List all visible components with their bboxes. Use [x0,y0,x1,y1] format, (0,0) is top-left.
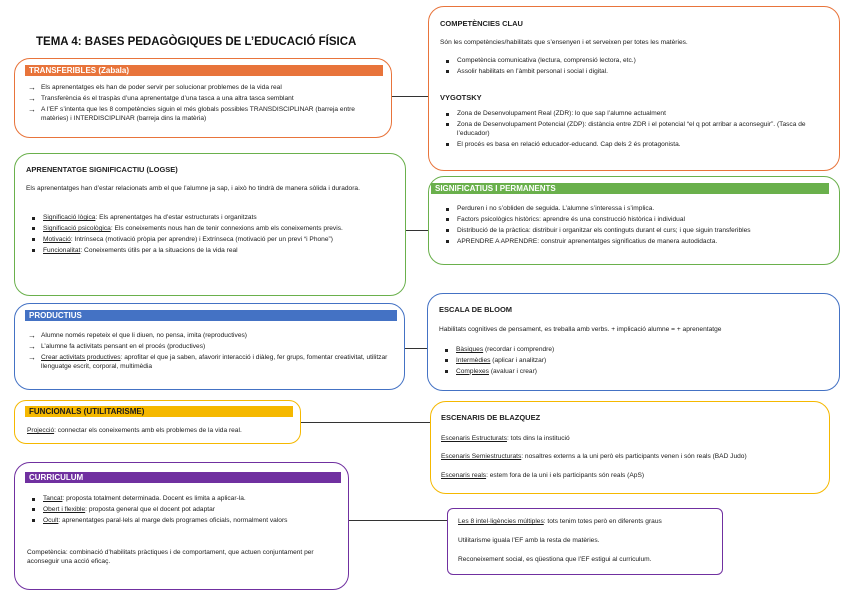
desc: : tots tenim totes però en diferents graus [543,518,662,525]
term: Escenaris Semiestructurats [441,453,522,460]
funcionals-text [27,427,297,436]
intel-line: Utilitarisme iguala l’EF amb la resta de matèries. [458,537,600,544]
competencies-box [428,6,840,171]
term: Escenaris Estructurats [441,435,507,442]
vygotsky-list [443,110,833,152]
intel-line [458,518,720,527]
desc: : aprenentatges paral·lels al marge dels programes oficials, normalment valors [58,516,288,524]
bloom-title: ESCALA DE BLOOM [439,305,513,314]
desc: : Intrínseca (motivació pròpia per aprendre) i Extrínseca (motivació per un previ “i Phone”) [70,235,333,243]
term: Crear activitats productives [41,353,121,361]
term: Bàsiques [456,346,484,353]
list-item: → Els aprenentatges els han de poder servir per solucionar problemes de la vida real [27,84,379,93]
vygotsky-title: VYGOTSKY [440,93,482,102]
desc: : tots dins la institució [506,435,570,442]
blazquez-item [441,472,825,481]
bloom-intro: Habilitats cognitives de pensament, es treballa amb verbs. + implicació alumne = + aprenentatge [439,326,722,333]
curriculum-competencia: Competència: combinació d’habilitats pràctiques i de comportament, que actuen conjuntament per aconseguir una acció eficaç. [27,549,314,565]
list-item [29,247,395,256]
permanents-box [428,176,840,265]
significatiu-list [29,214,395,258]
productius-header: PRODUCTIUS [25,310,397,321]
term: Projecció [27,427,55,434]
list-item [442,357,832,366]
significatiu-box [14,153,406,296]
desc: Alumne només repeteix el que li diuen, no pensa, imita (reproductives) [41,332,247,339]
list-item: → Transferència és el traspàs d’una aprenentatge d’una tasca a una altra tasca semblant [27,95,379,104]
term: Les 8 intel·ligències múltiples [458,518,544,525]
list-item [27,343,393,352]
list-item: Competència comunicativa (lectura, comprensió lectora, etc.) [443,57,833,66]
blazquez-item [441,435,825,444]
connector-line [392,96,428,97]
list-item: Zona de Desenvolupament Potencial (ZDP): distància entre ZDR i el potencial “el q pot arribar a aconseguir”. (Tasca de l’educador) [443,121,833,139]
intel-line: Reconeixement social, es qüestiona que l’EF estigui al curriculum. [458,556,652,563]
list-item: Perduren i no s’obliden de seguida. L’alumne s’interessa i s’implica. [443,205,835,214]
desc: : aprofitar el que ja saben, afavorir interacció i diàleg, fer grups, fomentar creativitat, utilitzar llenguatge escrit, corporal, multimèdia [41,353,388,370]
desc: (aplicar i analitzar) [490,356,547,364]
desc: : nosaltres externs a la uni però els participants venen i són reals (BAD Judo) [521,453,747,460]
term: Significació lògica [43,214,96,221]
permanents-header: SIGNIFICATIUS I PERMANENTS [431,183,829,194]
desc: : estem fora de la uni i els participants són reals (ApS) [486,472,645,479]
connector-line [349,520,447,521]
significatiu-intro: Els aprenentatges han d’estar relacionats amb el que l’alumne ja sap, i això ho tindrà de manera sòlida i duradora. [26,185,360,192]
blazquez-item [441,453,825,462]
desc: L’alumne fa activitats pensant en el procés (productives) [41,342,206,350]
curriculum-list [29,495,339,528]
significatiu-header: APRENENTATGE SIGNIFICACTIU (LOGSE) [26,165,178,174]
transferibles-list [27,84,379,126]
transferibles-box [14,58,392,138]
bloom-list [442,346,832,379]
funcionals-header: FUNCIONALS (UTILITARISME) [25,406,293,417]
funcionals-box [14,400,301,444]
productius-list [27,332,393,374]
list-item: Zona de Desenvolupament Real (ZDR): lo que sap l’alumne actualment [443,110,833,119]
term: Funcionalitat [43,246,81,254]
term: Complexes [456,367,489,375]
desc: : proposta general que el docent pot adaptar [85,505,215,513]
list-item: APRENDRE A APRENDRE: construir aprenentatges significatius de manera autodidacta. [443,238,835,247]
desc: : connectar els coneixements amb els problemes de la vida real. [54,427,242,434]
desc: : Els aprenentatges ha d’estar estructurats i organitzats [95,214,257,221]
list-item: Assolir habilitats en l’àmbit personal i social i digital. [443,68,833,77]
list-item [27,354,393,372]
desc: : Els coneixements nous han de tenir connexions amb els coneixements previs. [110,224,343,232]
list-item: El procés es basa en relació educador-educand. Cap dels 2 és protagonista. [443,141,833,150]
desc: (recordar i comprendre) [483,346,555,353]
competencies-intro: Són les competències/habilitats que s’ensenyen i et serveixen per totes les matèries. [440,39,688,46]
list-item: Factors psicològics històrics: aprendre és una construcció històrica i individual [443,216,835,225]
list-item [29,236,395,245]
connector-line [406,230,428,231]
term: Motivació [43,235,71,243]
list-item [29,506,339,515]
list-item: Distribució de la pràctica: distribuir i organitzar els continguts durant el curs; i que siguin transferibles [443,227,835,236]
connector-line [405,348,427,349]
list-item [29,495,339,504]
blazquez-box [430,401,830,494]
term: Intermèdies [456,356,491,364]
list-item: → A l’EF s’intenta que les 8 competències siguin el més globals possibles TRANSDISCIPLINAR (barreja entre matèries) i INTERDISCIPLINAR (barreja dins la matèria) [27,106,379,124]
curriculum-box [14,462,349,590]
connector-line [300,422,430,423]
permanents-list [443,205,835,249]
page-title: TEMA 4: BASES PEDAGÒGIQUES DE L’EDUCACIÓ FÍSICA [36,36,357,48]
desc: : Coneixements útils per a la situacions de la vida real [80,246,238,254]
transferibles-header: TRANSFERIBLES (Zabala) [25,65,383,76]
list-item [29,214,395,223]
list-item [442,346,832,355]
desc: (avaluar i crear) [488,367,537,375]
list-item [27,332,393,341]
term: Tancat [43,495,63,502]
desc: : proposta totalment determinada. Docent es limita a aplicar-la. [62,495,246,502]
list-item [442,368,832,377]
intel-box [447,508,723,575]
competencies-list [443,57,833,79]
bloom-box [427,293,840,391]
list-item [29,517,339,526]
term: Significació psicològica [43,224,111,232]
productius-box [14,303,405,390]
curriculum-header: CURRICULUM [25,472,341,483]
list-item [29,225,395,234]
term: Obert i flexible [43,505,86,513]
term: Ocult [43,516,59,524]
blazquez-title: ESCENARIS DE BLAZQUEZ [441,413,541,422]
term: Escenaris reals [441,472,487,479]
competencies-title: COMPETÈNCIES CLAU [440,19,523,28]
